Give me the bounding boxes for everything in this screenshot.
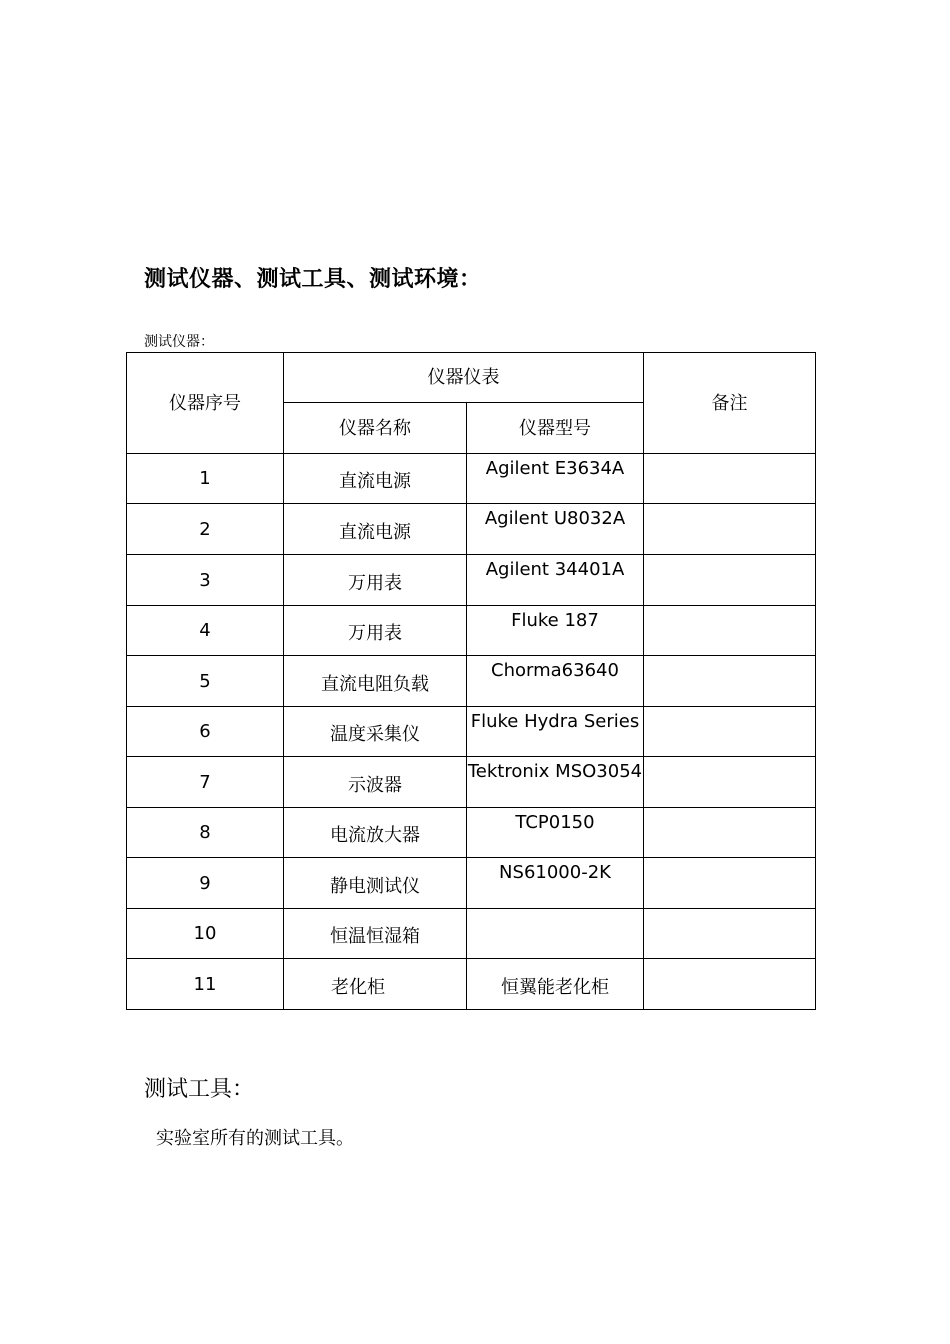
cell-name: 直流电阻负载: [284, 656, 467, 707]
cell-remark: [644, 707, 816, 757]
cell-model: TCP0150: [467, 808, 644, 858]
cell-model: 恒翼能老化柜: [467, 959, 644, 1010]
cell-remark: [644, 504, 816, 555]
tools-heading: 测试工具：: [144, 1077, 255, 1102]
cell-remark: [644, 555, 816, 606]
header-model: 仪器型号: [467, 403, 644, 454]
cell-serial: 8: [127, 808, 284, 858]
table-row: [127, 606, 816, 656]
header-remark: 备注: [644, 353, 816, 454]
table-row: [127, 909, 816, 959]
cell-remark: [644, 959, 816, 1010]
cell-name: 老化柜: [284, 959, 467, 1010]
cell-serial: 9: [127, 858, 284, 909]
section-heading: 测试仪器、测试工具、测试环境：: [144, 267, 482, 292]
cell-name: 万用表: [284, 555, 467, 606]
table-row: [127, 656, 816, 707]
cell-model: Agilent U8032A: [467, 504, 644, 555]
cell-serial: 7: [127, 757, 284, 808]
cell-model: Agilent 34401A: [467, 555, 644, 606]
table-row: [127, 959, 816, 1010]
tools-text: 实验室所有的测试工具。: [156, 1128, 354, 1149]
cell-model: Agilent E3634A: [467, 454, 644, 504]
table-row: [127, 454, 816, 504]
cell-serial: 6: [127, 707, 284, 757]
cell-serial: 11: [127, 959, 284, 1010]
cell-serial: 3: [127, 555, 284, 606]
cell-model: Tektronix MSO3054: [467, 757, 644, 808]
table-row: [127, 555, 816, 606]
instruments-table: [126, 352, 816, 1010]
cell-model: Chorma63640: [467, 656, 644, 707]
table-row: [127, 504, 816, 555]
cell-remark: [644, 858, 816, 909]
cell-serial: 5: [127, 656, 284, 707]
instruments-caption: 测试仪器：: [144, 334, 214, 350]
cell-serial: 4: [127, 606, 284, 656]
cell-name: 静电测试仪: [284, 858, 467, 909]
cell-name: 示波器: [284, 757, 467, 808]
table-row: [127, 858, 816, 909]
cell-remark: [644, 757, 816, 808]
cell-model: [467, 909, 644, 959]
table-body: [127, 454, 816, 1010]
header-group: 仪器仪表: [284, 353, 644, 403]
header-serial: 仪器序号: [127, 353, 284, 454]
cell-model: Fluke 187: [467, 606, 644, 656]
cell-name: 电流放大器: [284, 808, 467, 858]
table-row: [127, 707, 816, 757]
cell-name: 恒温恒湿箱: [284, 909, 467, 959]
cell-remark: [644, 606, 816, 656]
cell-name: 温度采集仪: [284, 707, 467, 757]
cell-serial: 2: [127, 504, 284, 555]
cell-remark: [644, 454, 816, 504]
cell-serial: 1: [127, 454, 284, 504]
cell-remark: [644, 909, 816, 959]
table-row: [127, 808, 816, 858]
cell-model: NS61000-2K: [467, 858, 644, 909]
cell-remark: [644, 656, 816, 707]
header-name: 仪器名称: [284, 403, 467, 454]
cell-name: 万用表: [284, 606, 467, 656]
table-row: [127, 757, 816, 808]
cell-remark: [644, 808, 816, 858]
cell-model: Fluke Hydra Series: [467, 707, 644, 757]
cell-name: 直流电源: [284, 504, 467, 555]
header-row-1: [127, 353, 816, 403]
cell-serial: 10: [127, 909, 284, 959]
cell-name: 直流电源: [284, 454, 467, 504]
